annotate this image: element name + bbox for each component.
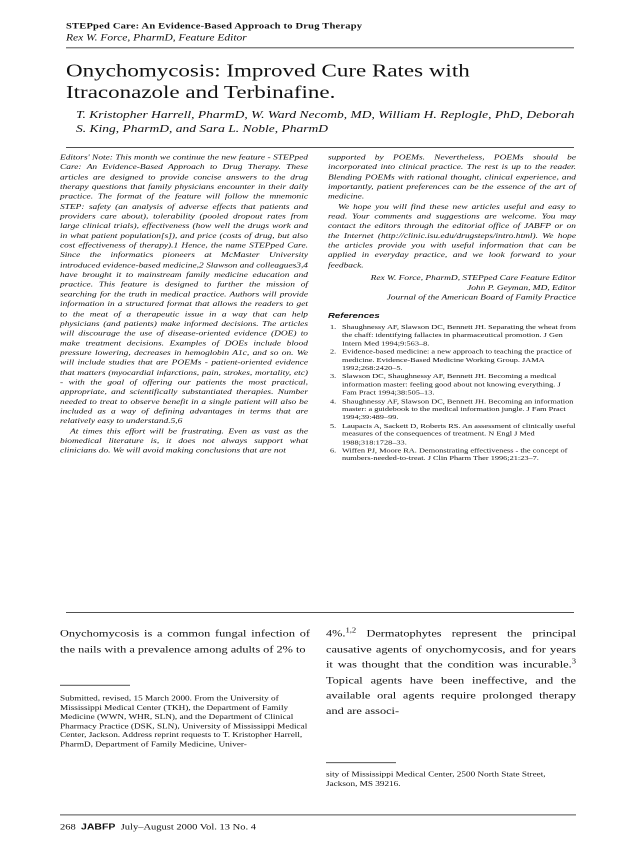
section-rule	[66, 612, 574, 613]
article-authors: T. Kristopher Harrell, PharmD, W. Ward Necomb, MD, William H. Replogle, PhD, Deborah S. King, PharmD, and Sara L. Noble, PharmD	[76, 108, 575, 135]
footnote-rule-right	[326, 762, 396, 763]
editors-note-left	[60, 153, 308, 456]
journal-abbrev: JABFP	[81, 822, 116, 832]
signature-force: Rex W. Force, PharmD, STEPped Care Feature Editor	[370, 274, 576, 283]
references-heading: References	[328, 311, 380, 320]
feature-editor: Rex W. Force, PharmD, Feature Editor	[66, 33, 247, 43]
authors-rule	[66, 147, 574, 148]
series-title: STEPped Care: An Evidence-Based Approach to Drug Therapy	[66, 22, 363, 31]
header-rule	[66, 47, 574, 48]
page-footer	[60, 822, 256, 831]
reference-item: 1. Shaughnessy AF, Slawson DC, Bennett JH. Separating the wheat from the chaff: identifying fallacies in pharmaceutical promotion. J Gen Intern Med 1994;9:563–8.	[330, 323, 576, 347]
editors-note-paragraph: Editors' Note: This month we continue the new feature - STEPped Care: An Evidence-Based Approach to Drug Therapy. These articles are designed to provide concise answers to the drug therapy questions that family physicians encounter in their daily practice. The format of the feature will follow the mnemonic STEP: safety (an analysis of adverse effects that patients and providers care about), tolerability (pooled dropout rates from large clinical trials), effectiveness (how well the drugs work and in what patient population[s]), and price (costs of drug, but also cost effectiveness of therapy).1 Hence, the name STEPped Care. Since the informatics pioneers at McMaster University introduced evidence-based medicine,2 Slawson and colleagues3,4 have brought it to mainstream family medicine education and practice. This feature is designed to further the mission of searching for the truth in medical practice. Authors will provide information in a structured format that allows the readers to get to the meat of a therapeutic issue in a way that can help physicians (and patients) make informed decisions. The articles will discourage the use of disease-oriented evidence (DOE) to make treatment decisions. Examples of DOEs include blood pressure lowering, decreases in hemoglobin A1c, and so on. We will include studies that are POEMs - patient-oriented evidence that matters (myocardial infarctions, pain, strokes, mortality, etc) - with the goal of offering our patients the most practical, appropriate, and scientifically substantiated therapies. Number needed to treat to observe benefit in a single patient will also be included as a way of defining advantages in terms that are relatively easy to understand.5,6	[60, 154, 308, 426]
reference-item: 3. Slawson DC, Shaughnessy AF, Bennett JH. Becoming a medical information master: feeling good about not knowing everything. J Fam Pract 1994;38:505–13.	[330, 372, 561, 397]
reference-item: 4. Shaughnessy AF, Slawson DC, Bennett JH. Becoming an information master: a guidebook to the medical information jungle. J Fam Pract 1994;39:489–99.	[330, 397, 574, 422]
signature-geyman: John P. Geyman, MD, Editor	[467, 284, 576, 293]
footnote-left: Submitted, revised, 15 March 2000. From the University of Mississippi Medical Center (TKH), the Department of Family Medicine (WWN, WHR, SLN), and the Department of Clinical Pharmacy Practice (DSK, SLN), University of Mississippi Medical Center, Jackson. Address reprint requests to T. Kristopher Harrell, PharmD, Department of Family Medicine, Univer-	[60, 694, 308, 749]
editors-note-paragraph: supported by POEMs. Nevertheless, POEMs should be incorporated into clinical practice. The rest is up to the reader. Blending POEMs with rational thought, clinical experience, and importantly, patient preferences can be the essence of the art of medicine.	[328, 154, 576, 202]
reference-item: 5. Laupacis A, Sackett D, Roberts RS. An assessment of clinically useful measures of the consequences of treatment. N Engl J Med 1988;318:1728–33.	[330, 422, 576, 446]
issue-info: July–August 2000 Vol. 13 No. 4	[120, 823, 256, 832]
footnote-right: sity of Mississippi Medical Center, 2500 North State Street, Jackson, MS 39216.	[326, 770, 546, 788]
reference-item: 2. Evidence-based medicine: a new approach to teaching the practice of medicine. Evidence-Based Medicine Working Group. JAMA 1992;268:2420–5.	[330, 348, 572, 372]
signature-journal: Journal of the American Board of Family Practice	[386, 294, 576, 303]
footer-rule	[60, 815, 576, 816]
references-list	[328, 323, 576, 463]
article-title: Onychomycosis: Improved Cure Rates with Itraconazole and Terbinafine.	[66, 60, 470, 103]
body-text-right: 4%.$^{1,2}$ Dermatophytes represent the principal causative agents of onychomycosis, and for years it was thought that the condition was incurable.$^3$ Topical agents have been ineffective, and the available oral agents require prolonged therapy and are associ-	[326, 626, 576, 717]
editors-note-paragraph: We hope you will find these new articles useful and easy to read. Your comments and suggestions are welcome. You may contact the editors through the editorial office of JABFP or on the Internet (http://clinic.isu.edu/drugsteps/intro.html). We hope the articles provide you with useful information that can be applied in everyday practice, and we look forward to your feedback.	[328, 203, 576, 270]
reference-item: 6. Wiffen PJ, Moore RA. Demonstrating effectiveness - the concept of numbers-needed-to-treat. J Clin Pharm Ther 1996;21:23–7.	[330, 446, 568, 463]
body-text-left: Onychomycosis is a common fungal infection of the nails with a prevalence among adults of 2% to	[60, 627, 310, 655]
editors-note-paragraph: At times this effort will be frustrating. Even as vast as the biomedical literature is, it does not always support what clinicians do. We will avoid making conclusions that are not	[60, 427, 308, 455]
page-number: 268	[60, 823, 76, 832]
editors-note-right	[328, 153, 576, 463]
footnote-rule	[60, 685, 130, 686]
